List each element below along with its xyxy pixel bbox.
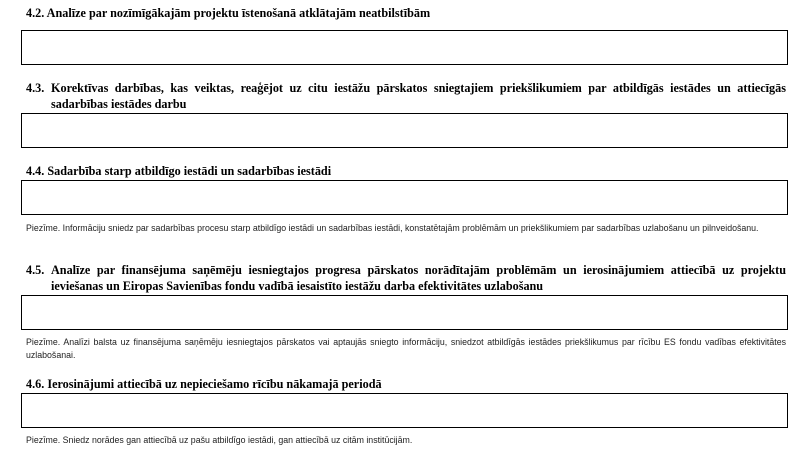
section-4-6-input-box[interactable] [21, 393, 788, 428]
section-4-5-input-box[interactable] [21, 295, 788, 330]
section-4-3-heading [26, 80, 786, 112]
section-4-4-input-box[interactable] [21, 180, 788, 215]
section-number: 4.6. [26, 377, 45, 391]
section-4-2-heading [26, 5, 786, 21]
section-4-6-note: Piezīme. Sniedz norādes gan attiecībā uz pašu atbildīgo iestādi, gan attiecībā uz citām institūcijām. [26, 435, 413, 445]
section-title: Ierosinājumi attiecībā uz nepieciešamo rīcību nākamajā periodā [47, 377, 382, 391]
section-title: Korektīvas darbības, kas veiktas, reaģējot uz citu iestāžu pārskatos sniegtajiem priekšlikumiem par atbildīgās iestādes un attiecīgās sadarbības iestādes darbu [51, 81, 786, 111]
section-title: Sadarbība starp atbildīgo iestādi un sadarbības iestādi [47, 164, 332, 178]
section-title: Analīze par nozīmīgākajām projektu īstenošanā atklātajām neatbilstībām [46, 6, 431, 20]
section-4-4-heading [26, 163, 786, 179]
section-number: 4.2. [26, 6, 45, 20]
section-4-4-note: Piezīme. Informāciju sniedz par sadarbības procesu starp atbildīgo iestādi un sadarbības iestādi, konstatētajām problēmām un priekšlikumiem par sadarbības uzlabošanu un pilnveidošanu. [26, 223, 759, 233]
section-number: 4.5. [26, 263, 45, 277]
section-4-3-input-box[interactable] [21, 113, 788, 148]
section-4-2-input-box[interactable] [21, 30, 788, 65]
section-4-5-heading [26, 262, 786, 294]
section-title: Analīze par finansējuma saņēmēju iesniegtajos progresa pārskatos norādītajām problēmām un ierosinājumiem attiecībā uz projektu ieviešanas un Eiropas Savienības fondu vadībā iesaistīto iestāžu darba efektivitātes uzlabošanu [51, 263, 786, 293]
section-4-6-heading [26, 376, 786, 392]
section-number: 4.3. [26, 81, 45, 95]
section-number: 4.4. [26, 164, 45, 178]
section-4-5-note: Piezīme. Analīzi balsta uz finansējuma saņēmēju iesniegtajos pārskatos vai aptaujās sniegto informāciju, sniedzot atbildīgās iestādes priekšlikumus par rīcību ES fondu vadības efektivitātes uzlabošanai. [26, 337, 786, 360]
